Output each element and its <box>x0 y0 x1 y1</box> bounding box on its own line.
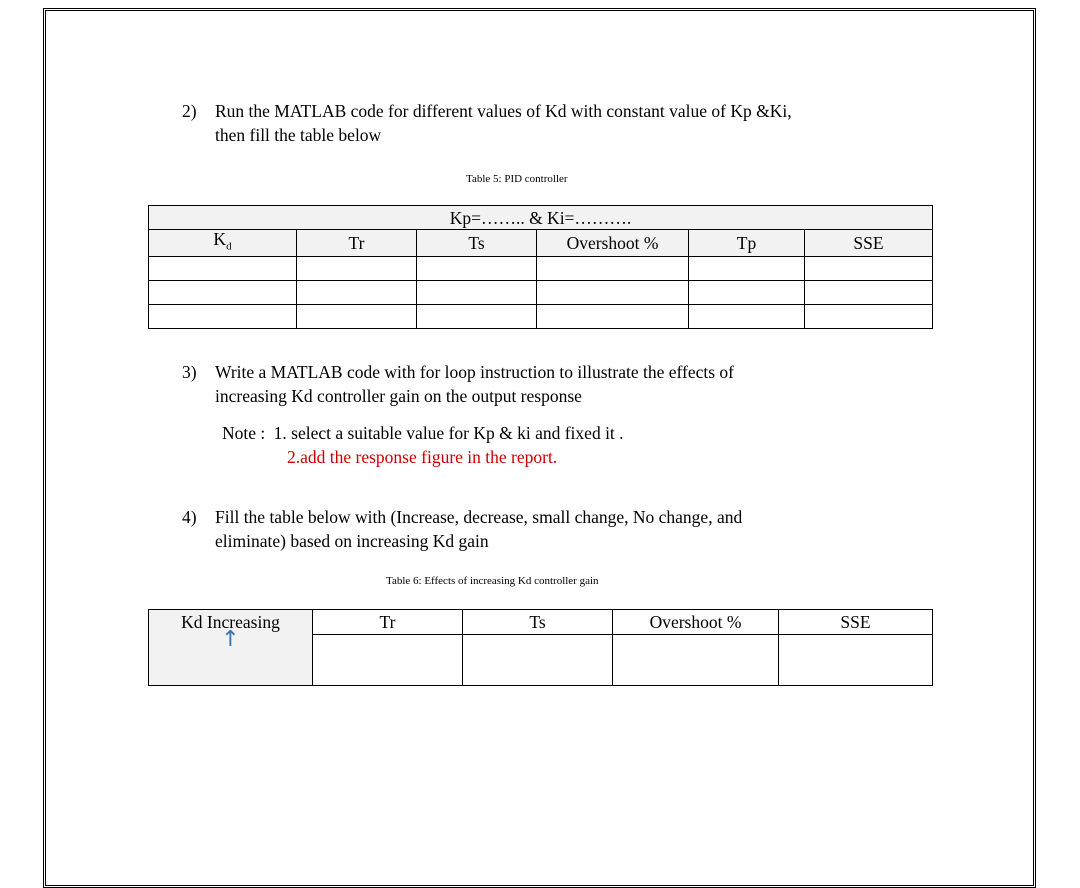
table-5-header-ts: Ts <box>417 230 537 257</box>
table-5 <box>148 205 933 329</box>
kd-increasing-label: Kd Increasing <box>181 612 280 632</box>
table-cell[interactable] <box>689 256 805 280</box>
table-cell[interactable] <box>313 634 463 685</box>
up-arrow-icon: ↑ <box>221 627 240 652</box>
table-cell[interactable] <box>537 280 689 304</box>
table-row <box>149 280 933 304</box>
question-3-line-2: increasing Kd controller gain on the output response <box>215 386 582 406</box>
table-cell[interactable] <box>805 256 933 280</box>
table-5-kp-ki-header: Kp=…….. & Ki=………. <box>149 206 933 230</box>
table-cell[interactable] <box>417 280 537 304</box>
table-5-header-tr: Tr <box>297 230 417 257</box>
table-row <box>149 304 933 328</box>
note-label: Note : <box>222 423 266 443</box>
table-cell[interactable] <box>417 304 537 328</box>
table-cell[interactable] <box>689 280 805 304</box>
question-3-line-1: Write a MATLAB code with for loop instruction to illustrate the effects of <box>215 362 734 382</box>
table-cell[interactable] <box>149 280 297 304</box>
table-cell[interactable] <box>805 304 933 328</box>
question-4-number: 4) <box>182 507 197 527</box>
table-row <box>149 256 933 280</box>
table-5-header-tp: Tp <box>689 230 805 257</box>
table-cell[interactable] <box>149 304 297 328</box>
question-2-line-1: Run the MATLAB code for different values of Kd with constant value of Kp &Ki, <box>215 101 792 121</box>
question-3-number: 3) <box>182 362 197 382</box>
question-2-line-2: then fill the table below <box>215 125 382 145</box>
question-3 <box>182 361 962 405</box>
table-5-header-overshoot: Overshoot % <box>537 230 689 257</box>
table-cell[interactable] <box>689 304 805 328</box>
table-6-header-kd-increasing <box>149 610 313 686</box>
table-cell[interactable] <box>417 256 537 280</box>
note-item-2: 2.add the response figure in the report. <box>287 447 558 467</box>
table-cell[interactable] <box>779 634 933 685</box>
question-4 <box>182 506 962 550</box>
table-cell[interactable] <box>463 634 613 685</box>
table-5-caption: Table 5: PID controller <box>466 173 568 185</box>
table-5-header-sse: SSE <box>805 230 933 257</box>
note-line-1 <box>222 423 624 444</box>
question-2 <box>182 100 962 144</box>
table-6-caption: Table 6: Effects of increasing Kd controller gain <box>386 575 599 587</box>
table-6-header-tr: Tr <box>313 610 463 635</box>
question-4-line-1: Fill the table below with (Increase, decrease, small change, No change, and <box>215 507 743 527</box>
table-cell[interactable] <box>297 280 417 304</box>
table-6-header-ts: Ts <box>463 610 613 635</box>
question-2-number: 2) <box>182 101 197 121</box>
table-6 <box>148 609 933 686</box>
table-cell[interactable] <box>537 256 689 280</box>
question-4-line-2: eliminate) based on increasing Kd gain <box>215 531 489 551</box>
table-cell[interactable] <box>613 634 779 685</box>
table-cell[interactable] <box>297 304 417 328</box>
note-item-1: 1. select a suitable value for Kp & ki and fixed it . <box>273 423 624 443</box>
table-cell[interactable] <box>297 256 417 280</box>
table-6-header-sse: SSE <box>779 610 933 635</box>
table-cell[interactable] <box>149 256 297 280</box>
table-5-header-kd: $K_d$ <box>149 230 297 257</box>
table-cell[interactable] <box>805 280 933 304</box>
table-cell[interactable] <box>537 304 689 328</box>
table-6-header-overshoot: Overshoot % <box>613 610 779 635</box>
